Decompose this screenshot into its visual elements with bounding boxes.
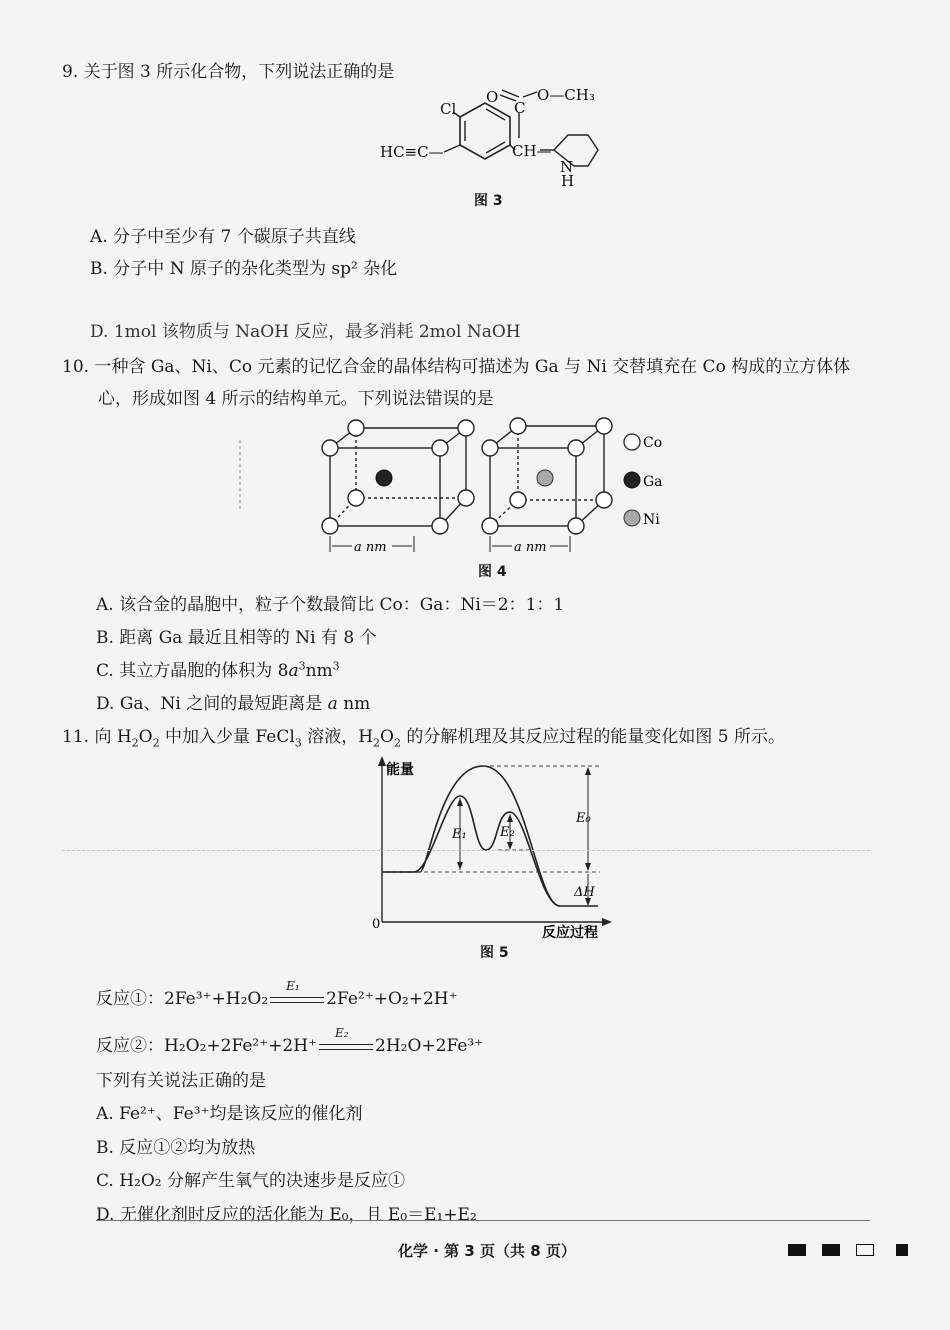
label-alkyne: HC≡C— [380, 143, 444, 161]
q10-option-d-pre: D. Ga、Ni 之间的最短距离是 [96, 694, 328, 714]
label-cl: Cl [440, 100, 457, 118]
label-dh: ΔH [574, 885, 595, 900]
reaction-1-condition: E₁ [286, 978, 300, 993]
reaction-1-right: 2Fe²⁺+O₂+2H⁺ [326, 989, 458, 1009]
legend-ga-label: Ga [643, 474, 663, 490]
label-e1: E₁ [452, 827, 467, 842]
q11-sub: 2 [373, 736, 381, 750]
label-h: H [561, 172, 575, 190]
co-atom [510, 492, 526, 508]
label-ch: CH— [512, 142, 552, 160]
legend-co-swatch [624, 434, 640, 450]
co-atom [568, 518, 584, 534]
figure4-crystal [238, 410, 678, 580]
legend-ga-swatch [624, 472, 640, 488]
reaction-2-right: 2H₂O+2Fe³⁺ [375, 1036, 484, 1056]
registration-mark [788, 1244, 806, 1256]
q10-stem-line2: 心，形成如图 4 所示的结构单元。下列说法错误的是 [98, 389, 494, 409]
label-o2: O—CH₃ [537, 86, 595, 104]
q9-option-d-text: D. 1mol 该物质与 NaOH 反应，最多消耗 2mol NaOH [90, 322, 521, 342]
reaction-1-arrow [268, 978, 326, 1007]
q10-option-d-unit: nm [337, 694, 371, 714]
ni-atom [537, 470, 553, 486]
q10-option-c-sup: 3 [298, 659, 306, 673]
q10-option-c [96, 656, 340, 681]
scan-fold-line [62, 850, 870, 851]
q11-sub: 3 [294, 736, 302, 750]
q11-option-d: D. 无催化剂时反应的活化能为 E₀，且 E₀＝E₁+E₂ [96, 1205, 477, 1225]
q10-option-c-unit: nm [305, 661, 333, 681]
co-atom [432, 440, 448, 456]
q9-stem: 9. 关于图 3 所示化合物，下列说法正确的是 [62, 62, 395, 82]
legend-ni-swatch [624, 510, 640, 526]
q11-stem-mid3: 溶液，H [301, 727, 374, 747]
q11-stem-pre: 11. 向 H [62, 727, 132, 747]
label-e0: E₀ [576, 811, 591, 826]
co-atom [596, 492, 612, 508]
ga-atom [376, 470, 392, 486]
q10-stem-line1: 10. 一种含 Ga、Ni、Co 元素的记忆合金的晶体结构可描述为 Ga 与 Ni 交替填充在 Co 构成的立方体体 [62, 357, 851, 377]
page-footer: 化学 · 第 3 页（共 8 页） [398, 1242, 576, 1260]
q10-option-d [96, 689, 370, 714]
co-atom [510, 418, 526, 434]
q11-stem-mid4: O [380, 727, 394, 747]
label-e2: E₂ [500, 825, 515, 840]
reaction-2-left: H₂O₂+2Fe²⁺+2H⁺ [164, 1036, 318, 1056]
co-atom [458, 420, 474, 436]
q9-option-b-text: B. 分子中 N 原子的杂化类型为 sp² 杂化 [90, 259, 398, 279]
q11-stem-post: 的分解机理及其反应过程的能量变化如图 5 所示。 [400, 727, 785, 747]
co-atom [568, 440, 584, 456]
co-atom [322, 440, 338, 456]
co-atom [482, 440, 498, 456]
q11-option-b: B. 反应①②均为放热 [96, 1138, 256, 1158]
q9-option-d [90, 322, 521, 342]
legend-ni-label: Ni [643, 512, 660, 528]
y-axis-arrow [378, 756, 386, 766]
q9-option-b [90, 254, 398, 279]
q10-option-b: B. 距离 Ga 最近且相等的 Ni 有 8 个 [96, 628, 377, 648]
label-o1: O [486, 88, 499, 106]
figure5-caption: 图 5 [480, 945, 509, 961]
label-c: C [514, 99, 526, 117]
q10-option-a: A. 该合金的晶胞中，粒子个数最简比 Co：Ga：Ni＝2：1：1 [96, 595, 565, 615]
co-atom [348, 490, 364, 506]
axis-y-label: 能量 [386, 762, 414, 778]
dim-label-left: a nm [354, 540, 387, 555]
co-atom [432, 518, 448, 534]
x-axis-arrow [602, 918, 612, 926]
reaction-2-condition: E₂ [335, 1025, 349, 1040]
q11-prompt: 下列有关说法正确的是 [96, 1071, 266, 1091]
uncatalyzed-curve [382, 766, 598, 906]
q11-sub: 2 [152, 736, 160, 750]
figure3-caption: 图 3 [474, 193, 503, 209]
reaction-2 [96, 1025, 484, 1056]
co-atom [596, 418, 612, 434]
figure4-caption: 图 4 [478, 564, 507, 580]
co-atom [348, 420, 364, 436]
reaction-2-label: 反应②： [96, 1036, 164, 1056]
registration-mark [822, 1244, 840, 1256]
dim-label-right: a nm [514, 540, 547, 555]
benzene-ring [460, 103, 510, 159]
registration-mark [856, 1244, 874, 1256]
q11-option-c: C. H₂O₂ 分解产生氧气的决速步是反应① [96, 1171, 406, 1191]
q10-option-c-sup2: 3 [332, 659, 340, 673]
q11-stem [62, 722, 785, 749]
q10-option-c-var: a [288, 661, 299, 681]
q10-option-c-pre: C. 其立方晶胞的体积为 8 [96, 661, 289, 681]
reaction-1 [96, 978, 458, 1009]
co-atom [482, 518, 498, 534]
q9-molecule-figure [370, 80, 630, 190]
origin-label: 0 [372, 917, 381, 932]
reaction-2-arrow [317, 1025, 375, 1054]
q11-sub: 2 [131, 736, 139, 750]
q11-option-a: A. Fe²⁺、Fe³⁺均是该反应的催化剂 [96, 1104, 363, 1124]
axis-x-label: 反应过程 [542, 925, 598, 941]
q10-option-d-var: a [327, 694, 338, 714]
reaction-1-left: 2Fe³⁺+H₂O₂ [164, 989, 269, 1009]
q11-sub: 2 [393, 736, 401, 750]
q9-option-a: A. 分子中至少有 7 个碳原子共直线 [90, 227, 356, 247]
q11-stem-mid2: 中加入少量 FeCl [159, 727, 295, 747]
q11-stem-mid1: O [138, 727, 153, 747]
figure5-energy-diagram [360, 752, 630, 942]
co-atom [458, 490, 474, 506]
co-atom [322, 518, 338, 534]
legend-co-label: Co [643, 435, 663, 451]
registration-mark [896, 1244, 908, 1256]
reaction-1-label: 反应①： [96, 989, 164, 1009]
bottom-rule [96, 1220, 870, 1221]
label-n: N [560, 158, 574, 176]
